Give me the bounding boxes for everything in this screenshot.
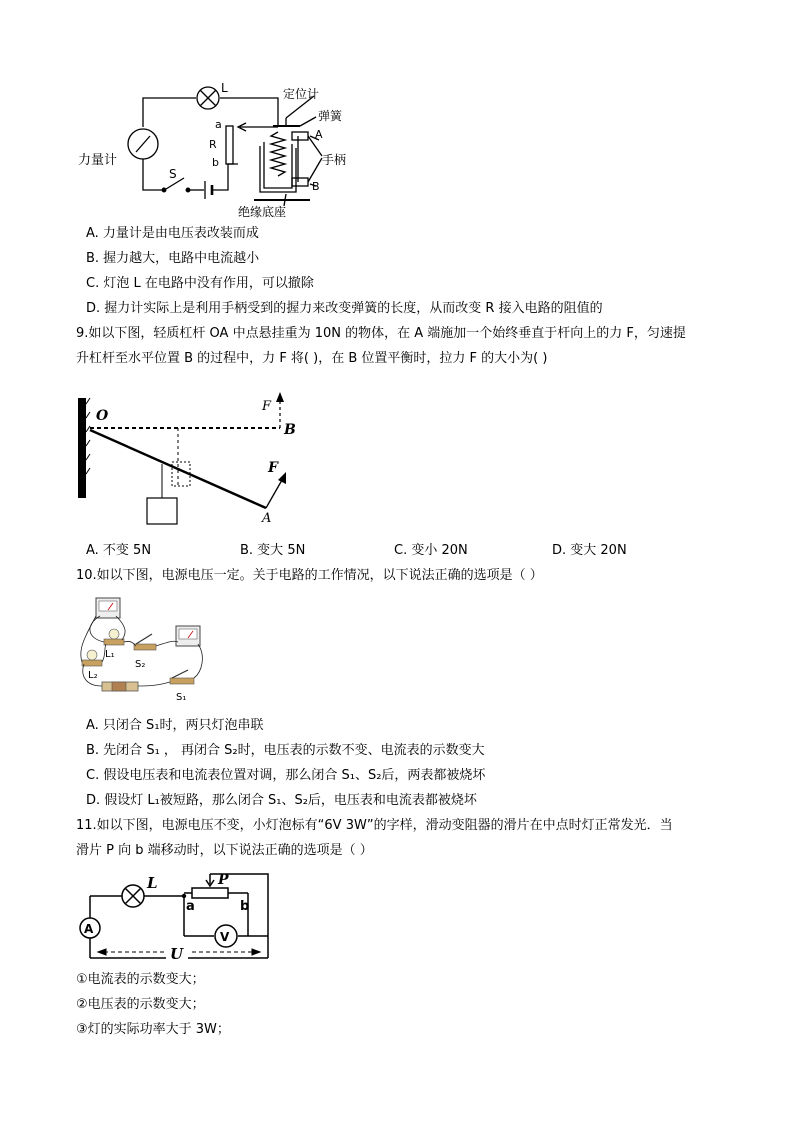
label-b: b — [212, 156, 219, 169]
label-L: L — [221, 82, 228, 95]
label-handle: 手柄 — [322, 153, 347, 167]
rheostat-circuit-diagram — [74, 866, 284, 966]
q9-stem-line1: 9.如以下图，轻质杠杆 OA 中点悬挂重为 10N 的物体，在 A 端施加一个始终垂直于杆向上的力 F，匀速提 — [76, 326, 686, 341]
lever-diagram — [74, 384, 304, 530]
q8-option-a: A. 力量计是由电压表改装而成 — [86, 226, 259, 241]
figure-lever — [74, 384, 304, 530]
label-A: A — [315, 128, 323, 141]
q9-option-a: A. 不变 5N — [86, 543, 152, 558]
q10-option-b: B. 先闭合 S₁ ， 再闭合 S₂时，电压表的示数不变、电流表的示数变大 — [86, 743, 485, 758]
label-A: A — [262, 511, 272, 526]
label-spring: 弹簧 — [318, 109, 343, 123]
q9-option-d: D. 变大 20N — [552, 543, 627, 558]
label-voltmeter-V: V — [220, 930, 230, 944]
label-locator: 定位计 — [283, 87, 320, 101]
q8-option-b: B. 握力越大，电路中电流越小 — [86, 251, 260, 266]
label-S1: S₁ — [176, 692, 187, 703]
label-a: a — [186, 899, 195, 914]
physical-circuit-diagram — [76, 594, 216, 706]
label-force-meter: 力量计 — [78, 153, 118, 168]
label-S2: S₂ — [135, 659, 146, 670]
q11-stem-line1: 11.如以下图，电源电压不变，小灯泡标有“6V 3W”的字样，滑动变阻器的滑片在中点时灯正常发光．当 — [76, 818, 673, 833]
label-L: L — [147, 874, 158, 892]
q9-stem-line2: 升杠杆至水平位置 B 的过程中，力 F 将( )，在 B 位置平衡时，拉力 F 的大小为( ) — [76, 351, 548, 366]
q11-stem-line2: 滑片 P 向 b 端移动时，以下说法正确的选项是（ ） — [76, 843, 373, 858]
q10-option-d: D. 假设灯 L₁被短路，那么闭合 S₁、S₂后，电压表和电流表都被烧坏 — [86, 793, 477, 808]
q11-item-1: ①电流表的示数变大； — [76, 972, 205, 987]
q10-option-a: A. 只闭合 S₁时，两只灯泡串联 — [86, 718, 264, 733]
q9-option-b: B. 变大 5N — [240, 543, 306, 558]
q9-option-c: C. 变小 20N — [394, 543, 468, 558]
label-ammeter-A: A — [84, 922, 94, 936]
q11-item-2: ②电压表的示数变大； — [76, 997, 205, 1012]
q11-item-3: ③灯的实际功率大于 3W； — [76, 1022, 230, 1037]
label-R: R — [209, 138, 217, 151]
label-B: B — [284, 422, 296, 438]
figure-rheostat-circuit — [74, 866, 284, 966]
figure-grip-dynamometer — [78, 82, 368, 222]
grip-dynamometer-circuit-diagram — [78, 82, 368, 222]
label-O: O — [96, 408, 109, 424]
figure-physical-circuit — [76, 594, 216, 706]
label-P: P — [218, 872, 229, 888]
label-F: F — [268, 460, 278, 476]
label-L2: L₂ — [88, 670, 98, 681]
label-S: S — [169, 167, 177, 181]
label-L1: L₁ — [105, 649, 115, 660]
label-B: B — [312, 180, 320, 193]
label-a: a — [215, 118, 222, 131]
label-U: U — [170, 945, 184, 963]
q8-option-d: D. 握力计实际上是利用手柄受到的握力来改变弹簧的长度，从而改变 R 接入电路的阻值的 — [86, 301, 603, 316]
label-b: b — [240, 899, 250, 914]
label-base: 绝缘底座 — [238, 205, 287, 219]
q8-option-c: C. 灯泡 L 在电路中没有作用，可以撤除 — [86, 276, 314, 291]
label-F-prime: F — [262, 399, 272, 414]
q10-option-c: C. 假设电压表和电流表位置对调，那么闭合 S₁、S₂后，两表都被烧坏 — [86, 768, 486, 783]
q10-stem-line1: 10.如以下图，电源电压一定。关于电路的工作情况，以下说法正确的选项是（ ） — [76, 568, 543, 583]
